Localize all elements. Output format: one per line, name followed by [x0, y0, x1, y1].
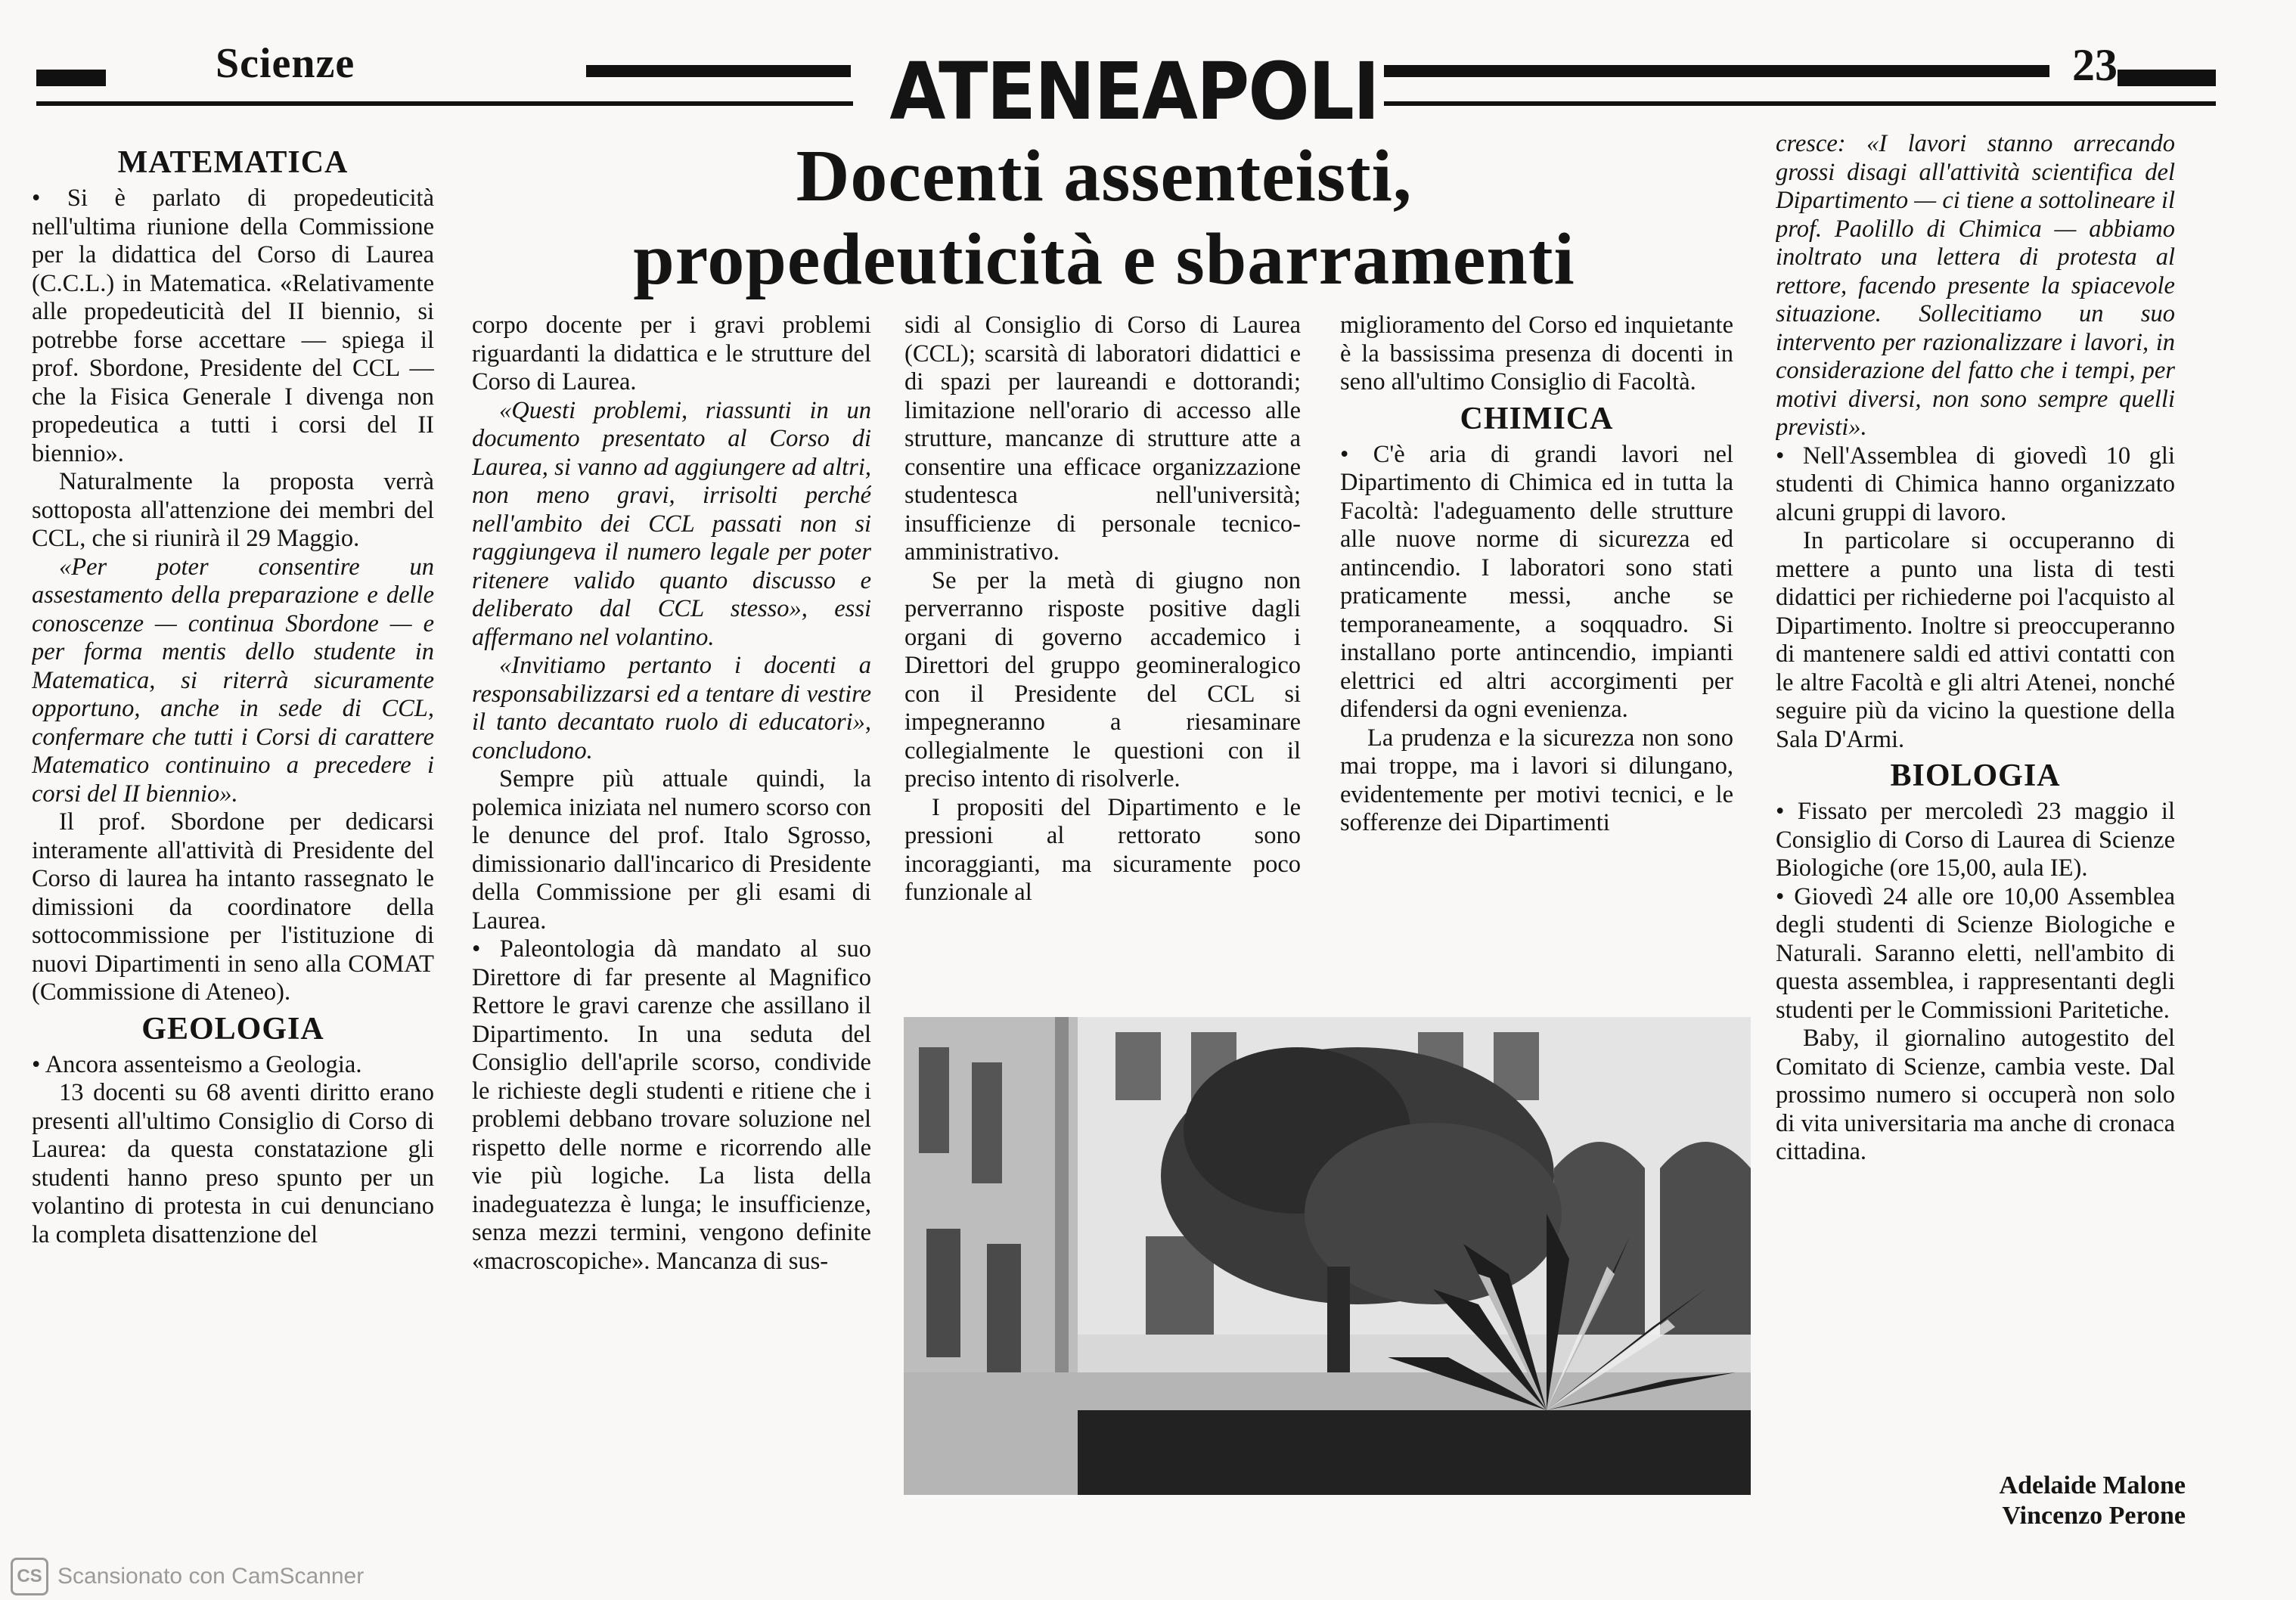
- paragraph: Se per la metà di giugno non perverranno risposte positive dagli organi di governo accademico i Direttori del gruppo geomineralogico con il Presidente del CCL si impegneranno a riesaminare collegialmente le questioni con il preciso intento di risolverle.: [904, 566, 1301, 792]
- byline-author-1: Adelaide Malone: [1999, 1471, 2186, 1499]
- header-underline-left: [36, 101, 853, 106]
- paragraph: In particolare si occuperanno di mettere a punto una lista di testi didattici per richiederne poi l'acquisto al Dipartimento. Inoltre si preoccuperanno di mantenere saldi ed attivi contatti con le altre Facoltà e gli altri Atenei, nonché seguire più da vicino la questione della Sala D'Armi.: [1776, 527, 2175, 753]
- heading-biologia: BIOLOGIA: [1890, 758, 2061, 793]
- paragraph: 13 docenti su 68 aventi diritto erano presenti all'ultimo Consiglio di Corso di Laurea: da questa constatazione gli studenti hanno preso spunto per un volantino di protesta in cui denunciano la completa disattenzione del: [32, 1079, 434, 1248]
- heading-chimica: CHIMICA: [1460, 401, 1614, 436]
- paragraph: Sempre più attuale quindi, la polemica iniziata nel numero scorso con le denunce del prof. Italo Sgrosso, dimissionario dall'incarico di Presidente della Commissione per gli esami di Laurea.: [472, 765, 871, 935]
- section-label: Scienze: [216, 40, 355, 87]
- paragraph: cresce: «I lavori stanno arrecando grossi disagi all'attività scientifica del Dipartimento — ci tiene a sottolineare il prof. Paolillo di Chimica — abbiamo inoltrato una lettera di protesta al rettore, facendo presente la spiacevole situazione. Sollecitiamo un suo intervento per razionalizzare i lavori, in considerazione del fatto che i tempi, per motivi diversi, non sono sempre quelli previsti».: [1776, 130, 2175, 441]
- column-3: [904, 312, 1301, 1007]
- headline: [454, 135, 1755, 301]
- paragraph: • Paleontologia dà mandato al suo Direttore di far presente al Magnifico Rettore le gravi carenze che assillano il Dipartimento. In una seduta del Consiglio dell'aprile scorso, condivide le richieste degli studenti e ritiene che i problemi debbano trovare soluzione nel rispetto delle norme e ricorrendo alle vie più logiche. La lista della inadeguatezza è lunga; le insufficienze, senza mezzi termini, vengono definite «macroscopiche». Mancanza di sus-: [472, 935, 871, 1275]
- byline-author-2: Vincenzo Perone: [2002, 1502, 2186, 1530]
- paragraph: corpo docente per i gravi problemi riguardanti la didattica e le strutture del Corso di Laurea.: [472, 312, 871, 395]
- paragraph: • Fissato per mercoledì 23 maggio il Consiglio di Corso di Laurea di Scienze Biologiche (ore 15,00, aula IE).: [1776, 798, 2175, 882]
- header-bar-right-small: [2118, 70, 2216, 86]
- header-bar-right: [1384, 65, 2049, 77]
- paragraph: «Invitiamo pertanto i docenti a responsabilizzarsi ed a tentare di vestire il tanto decantato ruolo di educatori», concludono.: [472, 652, 871, 764]
- watermark-text: Scansionato con CamScanner: [57, 1564, 365, 1589]
- column-4: [1340, 312, 1733, 1007]
- column-5: [1776, 130, 2175, 1446]
- paragraph: • C'è aria di grandi lavori nel Dipartimento di Chimica ed in tutta la Facoltà: l'adeguamento delle strutture alle nuove norme di sicurezza ed antincendio. I laboratori sono stati praticamente messi, anche se temporaneamente, a soqquadro. Si installano porte antincendio, impianti elettrici ed altri accorgimenti per difendersi da ogni evenienza.: [1340, 440, 1733, 723]
- courtyard-photo: [904, 1017, 1751, 1495]
- courtyard-photo-image: [904, 1017, 1751, 1495]
- paragraph: Il prof. Sbordone per dedicarsi interamente all'attività di Presidente del Corso di laurea ha intanto rassegnato le dimissioni da coordinatore della sottocommissione per l'istituzione di nuovi Dipartimenti in seno alla COMAT (Commissione di Ateneo).: [32, 808, 434, 1006]
- page-number: 23: [2072, 40, 2118, 90]
- paragraph: sidi al Consiglio di Corso di Laurea (CCL); scarsità di laboratori didattici e di spazi per laureandi e dottorandi; limitazione nell'orario di accesso alle strutture, mancanze di strutture atte a consentire una efficace organizzazione studentesca nell'università; insufficienze di personale tecnico-amministrativo.: [904, 312, 1301, 566]
- paragraph: • Giovedì 24 alle ore 10,00 Assemblea degli studenti di Scienze Biologiche e Naturali. Saranno eletti, nell'ambito di questa assemblea, i rappresentanti degli studenti per le Commissioni Paritetiche.: [1776, 882, 2175, 1024]
- header-bar-left: [586, 65, 851, 77]
- paragraph: Naturalmente la proposta verrà sottoposta all'attenzione dei membri del CCL, che si riunirà il 29 Maggio.: [32, 468, 434, 552]
- header-underline-right: [1384, 101, 2216, 106]
- headline-line-1: Docenti assenteisti,: [796, 135, 1413, 217]
- paragraph: «Questi problemi, riassunti in un documento presentato al Corso di Laurea, si vanno ad aggiungere ad altri, non meno gravi, irrisolti perché nell'ambito dei CCL passati non si raggiungeva il numero legale per poter ritenere valido quanto discusso e deliberato dal CCL stesso», essi affermano nel volantino.: [472, 396, 871, 651]
- paragraph: Baby, il giornalino autogestito del Comitato di Scienze, cambia veste. Dal prossimo numero si occuperà non solo di vita universitaria ma anche di cronaca cittadina.: [1776, 1025, 2175, 1165]
- heading-geologia: GEOLOGIA: [141, 1011, 324, 1047]
- heading-matematica: MATEMATICA: [117, 145, 349, 180]
- masthead-logo: ATENEAPOLI: [889, 45, 1379, 138]
- header-bar-left-small: [36, 70, 106, 86]
- paragraph: «Per poter consentire un assestamento della preparazione e delle conoscenze — continua Sbordone — e per forma mentis dello studente in Matematica, si riterrà sicuramente opportuno, anche in sede di CCL, confermare che tutti i Corsi di carattere Matematico continuino a precedere i corsi del II biennio».: [32, 553, 434, 808]
- paragraph: • Si è parlato di propedeuticità nell'ultima riunione della Commissione per la didattica del Corso di Laurea (C.C.L.) in Matematica. «Relativamente alle propedeuticità del II biennio, si potrebbe forse accettare — spiega il prof. Sbordone, Presidente del CCL — che la Fisica Generale I divenga non propedeutica a tutti i corsi del II biennio».: [32, 184, 434, 467]
- paragraph: I propositi del Dipartimento e le pressioni al rettorato sono incoraggianti, ma sicuramente poco funzionale al: [904, 793, 1301, 906]
- column-2: [472, 312, 871, 1533]
- paragraph: • Nell'Assemblea di giovedì 10 gli studenti di Chimica hanno organizzato alcuni gruppi di lavoro.: [1776, 442, 2175, 526]
- paragraph: miglioramento del Corso ed inquietante è la bassissima presenza di docenti in seno all'ultimo Consiglio di Facoltà.: [1340, 312, 1733, 395]
- paragraph: • Ancora assenteismo a Geologia.: [32, 1050, 362, 1078]
- paragraph: La prudenza e la sicurezza non sono mai troppe, ma i lavori si dilungano, evidentemente per motivi tecnici, e le sofferenze dei Dipartimenti: [1340, 724, 1733, 836]
- column-1: [32, 141, 434, 1526]
- camscanner-watermark: [11, 1558, 364, 1595]
- headline-line-2: propedeuticità e sbarramenti: [633, 219, 1575, 300]
- camscanner-icon: CS: [11, 1558, 48, 1595]
